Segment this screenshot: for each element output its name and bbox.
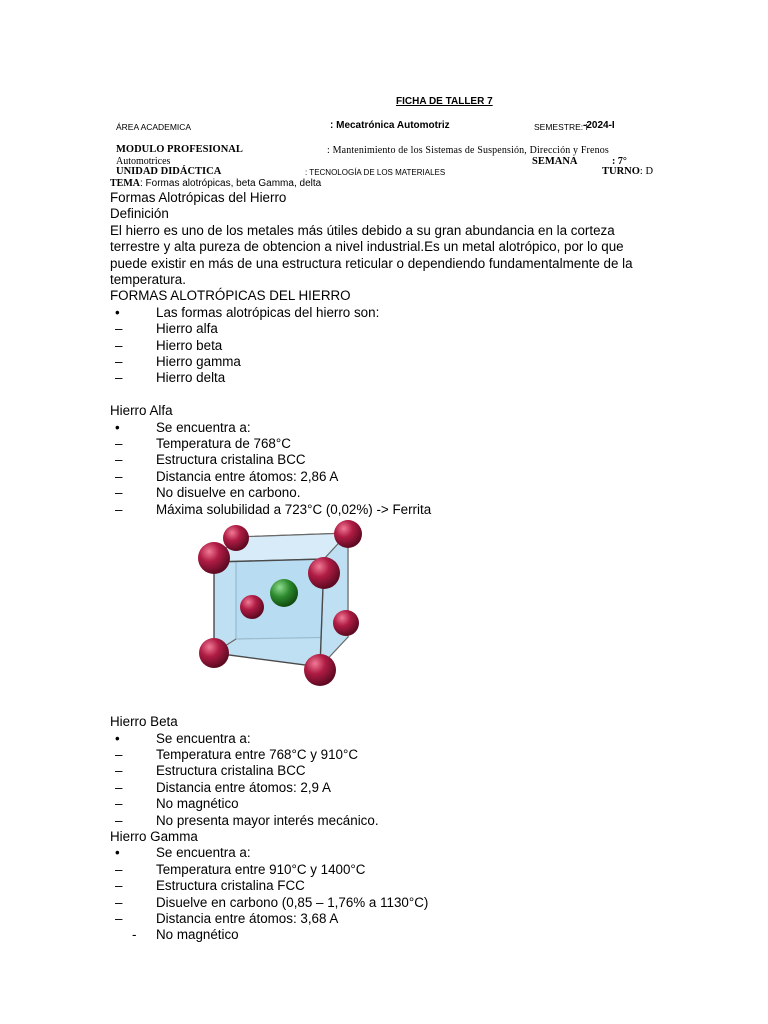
list-item: [110, 813, 670, 829]
modulo-value-line1: : Mantenimiento de los Sistemas de Suspensión, Dirección y Frenos: [327, 145, 609, 156]
list-item-text: Las formas alotrópicas del hierro son:: [156, 304, 380, 320]
area-value: : Mecatrónica Automotriz: [330, 120, 450, 131]
list-item-text: Distancia entre átomos: 3,68 A: [156, 910, 339, 926]
dash-marker: –: [115, 468, 123, 484]
corner-atom: [308, 557, 340, 589]
dash-marker: –: [115, 436, 123, 452]
dash-marker: –: [115, 796, 123, 812]
dash-marker: –: [115, 370, 123, 386]
corner-atom: [334, 520, 362, 548]
bullet-marker: •: [115, 730, 120, 746]
formas-heading: FORMAS ALOTRÓPICAS DEL HIERRO: [110, 288, 351, 304]
center-atom: [270, 579, 298, 607]
dash-marker: –: [115, 861, 123, 877]
list-item: [110, 452, 670, 468]
list-item: [110, 370, 670, 386]
turno-label: TURNO: [602, 166, 640, 177]
semestre-label: SEMESTRE: I: [534, 122, 588, 132]
dash-marker: –: [115, 812, 123, 828]
list-item-text: Se encuentra a:: [156, 419, 251, 435]
tema-value: : Formas alotrópicas, beta Gamma, delta: [140, 178, 322, 189]
list-item-text: Hierro gamma: [156, 354, 241, 370]
bullet-marker: •: [115, 304, 120, 320]
definicion-label: Definición: [110, 206, 169, 222]
list-item: [110, 927, 670, 943]
alfa-heading: Hierro Alfa: [110, 403, 173, 419]
hyphen-marker: -: [132, 927, 137, 943]
list-item: [110, 731, 670, 747]
list-item-text: Temperatura de 768°C: [156, 436, 291, 452]
list-item: [110, 895, 670, 911]
list-item: [110, 485, 670, 501]
list-item-text: Se encuentra a:: [156, 845, 251, 861]
list-item-text: No magnético: [156, 927, 239, 943]
list-item-text: No disuelve en carbono.: [156, 485, 301, 501]
list-item-text: Hierro beta: [156, 337, 223, 353]
dash-marker: –: [115, 337, 123, 353]
dash-marker: –: [115, 485, 123, 501]
list-item-text: Se encuentra a:: [156, 730, 251, 746]
dash-marker: –: [115, 501, 123, 517]
modulo-label: MODULO PROFESIONAL: [116, 144, 243, 155]
gamma-heading: Hierro Gamma: [110, 828, 198, 844]
list-item: [110, 911, 670, 927]
list-item: [110, 305, 670, 321]
dash-marker: –: [115, 354, 123, 370]
list-item-text: No presenta mayor interés mecánico.: [156, 812, 379, 828]
definicion-text: El hierro es uno de los metales más útiles debido a su gran abundancia en la corteza terrestre y alta pureza de obtencion a nivel industrial.Es un metal alotrópico, por lo que puede existir en más de una estructura reticular o dependiendo fundamentalmente de la temperatura.: [110, 222, 633, 288]
dash-marker: –: [115, 894, 123, 910]
corner-atom: [240, 595, 264, 619]
corner-atom: [333, 610, 359, 636]
list-item: [110, 845, 670, 861]
dash-marker: –: [115, 452, 123, 468]
list-item: [110, 436, 670, 452]
tema-line: [110, 178, 321, 189]
dash-marker: –: [115, 878, 123, 894]
list-item-text: Distancia entre átomos: 2,86 A: [156, 468, 339, 484]
list-item-text: Estructura cristalina FCC: [156, 878, 305, 894]
modulo-value-line2: Automotrices: [116, 156, 171, 167]
list-item: [110, 354, 670, 370]
list-item: [110, 763, 670, 779]
turno-field: [602, 166, 653, 177]
corner-atom: [199, 638, 229, 668]
unidad-value: : TECNOLOGÍA DE LOS MATERIALES: [305, 168, 446, 177]
list-item-text: Distancia entre átomos: 2,9 A: [156, 779, 331, 795]
tema-label: TEMA: [110, 178, 140, 189]
unidad-label: UNIDAD DIDÁCTICA: [116, 166, 222, 177]
dash-marker: –: [115, 321, 123, 337]
dash-marker: –: [115, 779, 123, 795]
list-item-text: Temperatura entre 910°C y 1400°C: [156, 861, 366, 877]
list-item: [110, 321, 670, 337]
semestre-value: -2024-I: [583, 120, 615, 131]
list-item: [110, 469, 670, 485]
list-item: [110, 862, 670, 878]
list-item: [110, 796, 670, 812]
list-item-text: Disuelve en carbono (0,85 – 1,76% a 1130°C): [156, 894, 429, 910]
list-item: [110, 747, 670, 763]
dash-marker: –: [115, 910, 123, 926]
cube-front-face: [214, 559, 324, 667]
bullet-marker: •: [115, 419, 120, 435]
list-item-text: Hierro delta: [156, 370, 226, 386]
dash-marker: –: [115, 763, 123, 779]
list-item: [110, 420, 670, 436]
list-item-text: Hierro alfa: [156, 321, 218, 337]
turno-value: : D: [639, 166, 654, 177]
bullet-marker: •: [115, 845, 120, 861]
corner-atom: [304, 654, 336, 686]
list-item: [110, 338, 670, 354]
corner-atom: [223, 525, 249, 551]
worksheet-title: FICHA DE TALLER 7: [396, 96, 493, 107]
semana-label: SEMANA: [532, 156, 578, 167]
semana-value: : 7°: [612, 156, 627, 167]
list-item: [110, 878, 670, 894]
area-label: ÁREA ACADEMICA: [116, 122, 192, 132]
main-heading: Formas Alotrópicas del Hierro: [110, 190, 287, 205]
beta-heading: Hierro Beta: [110, 714, 178, 730]
corner-atom: [198, 542, 230, 574]
list-item-text: Máxima solubilidad a 723°C (0,02%) -> Ferrita: [156, 501, 432, 517]
bcc-crystal-illustration: [186, 507, 386, 695]
list-item-text: Temperatura entre 768°C y 910°C: [156, 746, 359, 762]
list-item-text: No magnético: [156, 796, 239, 812]
list-item: [110, 780, 670, 796]
dash-marker: –: [115, 746, 123, 762]
list-item-text: Estructura cristalina BCC: [156, 763, 306, 779]
list-item-text: Estructura cristalina BCC: [156, 452, 306, 468]
